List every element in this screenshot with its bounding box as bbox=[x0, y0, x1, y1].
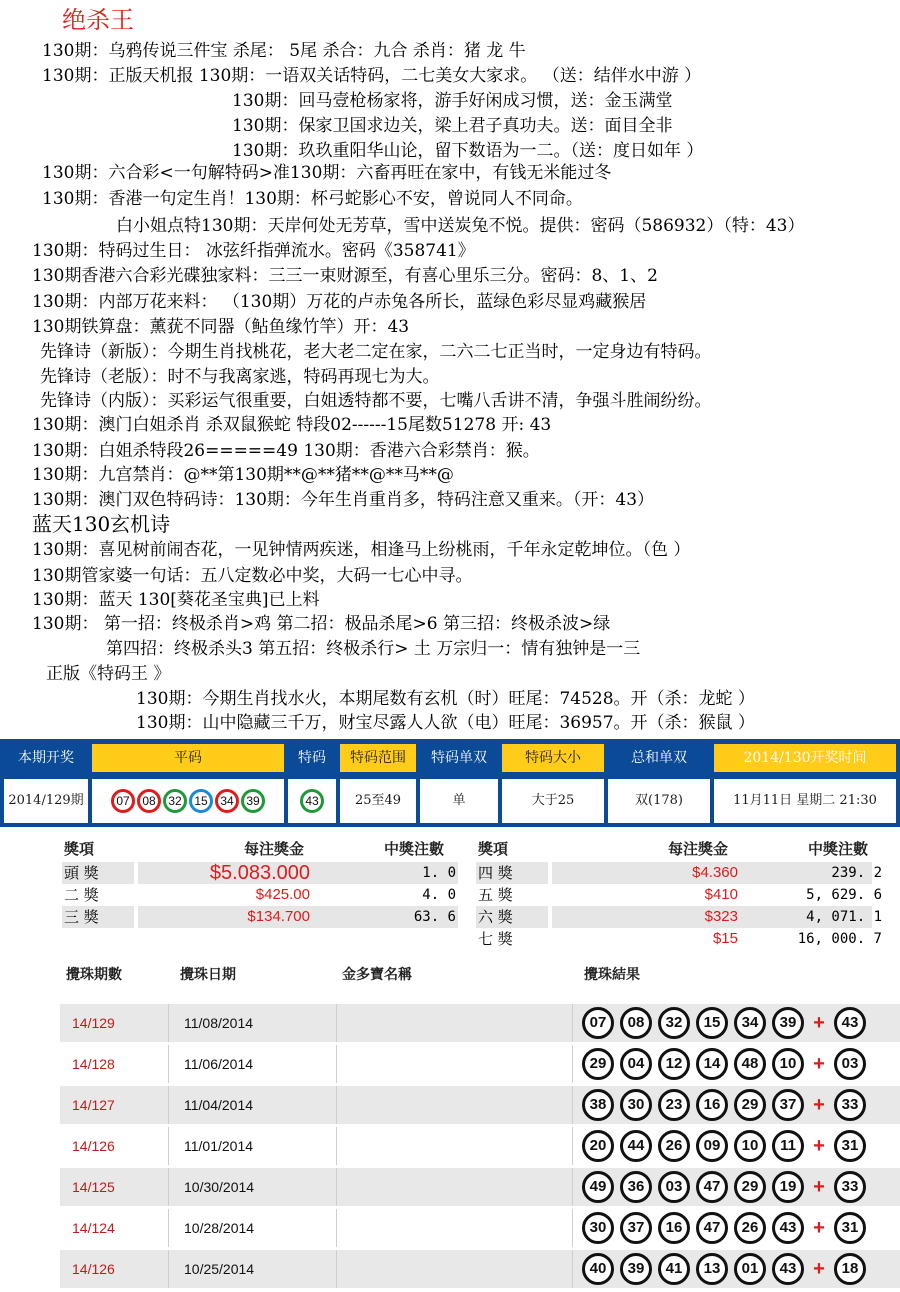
prize-name: 六 獎 bbox=[478, 908, 513, 926]
text-line: 正版《特码王 》 bbox=[46, 664, 171, 684]
history-balls bbox=[582, 1089, 866, 1121]
column-divider bbox=[572, 1209, 573, 1247]
text-line: 130期：蓝天 130[葵花圣宝典]已上料 bbox=[32, 590, 320, 610]
prize-count: 16, 000. 7 bbox=[797, 931, 882, 947]
prize-name: 頭 獎 bbox=[64, 864, 99, 882]
number-ball: 39 bbox=[241, 789, 265, 813]
number-ball: 40 bbox=[582, 1253, 614, 1285]
text-line: 130期：特码过生日： 冰弦纤指弹流水。密码《358741》 bbox=[32, 241, 475, 261]
column-divider bbox=[572, 1086, 573, 1124]
text-line: 130期：乌鸦传说三件宝 杀尾： 5尾 杀合：九合 杀肖：猪 龙 牛 bbox=[42, 41, 526, 61]
column-divider bbox=[336, 1209, 337, 1247]
column-divider bbox=[336, 1127, 337, 1165]
history-header-name: 金多寶名稱 bbox=[342, 967, 412, 983]
header-special-range: 特码范围 bbox=[340, 744, 416, 772]
special-ball: 31 bbox=[834, 1130, 866, 1162]
number-ball: 47 bbox=[696, 1212, 728, 1244]
column-divider bbox=[572, 1168, 573, 1206]
prize-amount: $410 bbox=[704, 886, 738, 903]
history-balls bbox=[582, 1253, 866, 1285]
text-line: 先锋诗（新版）：今期生肖找桃花，老大老二定在家，二六二七正当时，一定身边有特码。 bbox=[40, 342, 712, 362]
history-row bbox=[60, 1127, 900, 1165]
header-next-draw-time: 2014/130开奖时间 bbox=[714, 744, 896, 772]
text-line: 130期：保家卫国求边关，梁上君子真功夫。送：面目全非 bbox=[232, 116, 673, 136]
prize-count: 5, 629. 6 bbox=[806, 887, 882, 903]
plus-sign: + bbox=[813, 1216, 825, 1239]
column-divider bbox=[572, 1250, 573, 1288]
history-header-date: 攪珠日期 bbox=[180, 967, 236, 983]
history-balls bbox=[582, 1212, 866, 1244]
special-ball: 18 bbox=[834, 1253, 866, 1285]
column-divider bbox=[336, 1045, 337, 1083]
number-ball: 37 bbox=[772, 1089, 804, 1121]
history-issue: 14/128 bbox=[72, 1056, 115, 1072]
number-ball: 04 bbox=[620, 1048, 652, 1080]
header-flat-numbers: 平码 bbox=[92, 744, 284, 772]
prize-header-count-right: 中獎注數 bbox=[808, 840, 869, 858]
number-ball: 26 bbox=[658, 1130, 690, 1162]
history-issue: 14/125 bbox=[72, 1179, 115, 1195]
text-line: 130期：回马壹枪杨家将，游手好闲成习惯，送：金玉满堂 bbox=[232, 91, 673, 111]
history-balls bbox=[582, 1171, 866, 1203]
draw-issue: 2014/129期 bbox=[4, 779, 88, 823]
number-ball: 32 bbox=[658, 1007, 690, 1039]
history-row bbox=[60, 1209, 900, 1247]
prize-header-name-left: 獎項 bbox=[64, 840, 95, 858]
history-issue: 14/126 bbox=[72, 1261, 115, 1277]
history-header-issue: 攪珠期數 bbox=[66, 967, 122, 983]
number-ball: 26 bbox=[734, 1212, 766, 1244]
text-line: 130期：山中隐藏三千万，财宝尽露人人欲（电）旺尾：36957。开（杀：猴鼠 ） bbox=[136, 713, 755, 733]
text-line: 130期：内部万花来料： （130期）万花的卢赤兔各所长，蓝绿色彩尽显鸡藏猴居 bbox=[32, 292, 647, 312]
prize-name: 二 獎 bbox=[64, 886, 99, 904]
header-sum-odd-even: 总和单双 bbox=[608, 744, 710, 772]
prize-name: 五 獎 bbox=[478, 886, 513, 904]
column-divider bbox=[168, 1004, 169, 1042]
number-ball: 49 bbox=[582, 1171, 614, 1203]
text-line: 蓝天130玄机诗 bbox=[32, 512, 171, 536]
text-line: 先锋诗（老版）：时不与我离家逃，特码再现七为大。 bbox=[40, 367, 440, 387]
number-ball: 11 bbox=[772, 1130, 804, 1162]
text-line: 130期： 第一招：终极杀肖>鸡 第二招：极品杀尾>6 第三招：终极杀波>绿 bbox=[32, 614, 611, 634]
text-line: 130期：澳门双色特码诗：130期：今年生肖重肖多，特码注意又重来。（开：43） bbox=[32, 490, 655, 510]
number-ball: 39 bbox=[620, 1253, 652, 1285]
prize-count: 63. 6 bbox=[413, 909, 456, 925]
prize-header-amount-left: 每注獎金 bbox=[244, 840, 305, 858]
number-ball: 29 bbox=[734, 1089, 766, 1121]
special-number-cell bbox=[288, 779, 336, 823]
prize-header-amount-right: 每注獎金 bbox=[668, 840, 729, 858]
text-line: 第四招：终极杀头3 第五招：终极杀行> 土 万宗归一：情有独钟是一三 bbox=[106, 639, 641, 659]
number-ball: 34 bbox=[734, 1007, 766, 1039]
plus-sign: + bbox=[813, 1011, 825, 1034]
number-ball: 48 bbox=[734, 1048, 766, 1080]
prize-name: 七 獎 bbox=[478, 930, 513, 948]
special-ball: 33 bbox=[834, 1089, 866, 1121]
text-line: 130期：白姐杀特段26=====49 130期：香港六合彩禁肖：猴。 bbox=[32, 441, 540, 461]
number-ball: 43 bbox=[772, 1212, 804, 1244]
text-line: 130期：香港一句定生肖！130期：杯弓蛇影心不安，曾说同人不同命。 bbox=[42, 189, 583, 209]
number-ball: 16 bbox=[696, 1089, 728, 1121]
prize-table bbox=[0, 836, 900, 956]
number-ball: 08 bbox=[137, 789, 161, 813]
history-issue: 14/129 bbox=[72, 1015, 115, 1031]
header-special-number: 特码 bbox=[288, 744, 336, 772]
history-row bbox=[60, 1250, 900, 1288]
special-odd-even: 单 bbox=[420, 779, 498, 823]
number-ball: 10 bbox=[772, 1048, 804, 1080]
prize-count: 239. 2 bbox=[831, 865, 882, 881]
header-current-draw: 本期开奖 bbox=[4, 744, 88, 772]
history-date: 10/28/2014 bbox=[184, 1220, 255, 1236]
prize-name: 四 獎 bbox=[478, 864, 513, 882]
history-date: 11/01/2014 bbox=[184, 1138, 254, 1154]
history-date: 11/04/2014 bbox=[184, 1097, 254, 1113]
column-divider bbox=[168, 1127, 169, 1165]
plus-sign: + bbox=[813, 1257, 825, 1280]
number-ball: 16 bbox=[658, 1212, 690, 1244]
number-ball: 09 bbox=[696, 1130, 728, 1162]
history-header-result: 攪珠結果 bbox=[584, 967, 640, 983]
plus-sign: + bbox=[813, 1052, 825, 1075]
page-title: 绝杀王 bbox=[62, 6, 134, 34]
history-date: 11/08/2014 bbox=[184, 1015, 254, 1031]
history-row bbox=[60, 1168, 900, 1206]
column-divider bbox=[336, 1250, 337, 1288]
column-divider bbox=[572, 1127, 573, 1165]
prize-header-count-left: 中獎注數 bbox=[384, 840, 445, 858]
plus-sign: + bbox=[813, 1175, 825, 1198]
number-ball: 13 bbox=[696, 1253, 728, 1285]
number-ball: 32 bbox=[163, 789, 187, 813]
history-balls bbox=[582, 1048, 866, 1080]
special-ball: 43 bbox=[300, 789, 324, 813]
special-number-ball bbox=[288, 779, 336, 823]
prize-count: 4, 071. 1 bbox=[806, 909, 882, 925]
column-divider bbox=[336, 1168, 337, 1206]
number-ball: 01 bbox=[734, 1253, 766, 1285]
number-ball: 23 bbox=[658, 1089, 690, 1121]
number-ball: 15 bbox=[189, 789, 213, 813]
text-line: 130期：玖玖重阳华山论，留下数语为一二。（送：度日如年 ） bbox=[232, 141, 704, 161]
number-ball: 41 bbox=[658, 1253, 690, 1285]
number-ball: 47 bbox=[696, 1171, 728, 1203]
text-line: 130期：六合彩<一句解特码>准130期：六畜再旺在家中，有钱无米能过冬 bbox=[42, 163, 612, 183]
history-issue: 14/124 bbox=[72, 1220, 115, 1236]
special-ball: 31 bbox=[834, 1212, 866, 1244]
prize-amount: $323 bbox=[704, 908, 738, 925]
column-divider bbox=[168, 1045, 169, 1083]
number-ball: 30 bbox=[620, 1089, 652, 1121]
history-balls bbox=[582, 1130, 866, 1162]
number-ball: 44 bbox=[620, 1130, 652, 1162]
number-ball: 14 bbox=[696, 1048, 728, 1080]
number-ball: 43 bbox=[772, 1253, 804, 1285]
text-line: 130期：九宫禁肖：@**第130期**@**猪**@**马**@ bbox=[32, 465, 454, 485]
text-line: 130期：澳门白姐杀肖 杀双鼠猴蛇 特段02------15尾数51278 开: 43 bbox=[32, 415, 552, 435]
text-line: 130期管家婆一句话：五八定数必中奖，大码一七心中寻。 bbox=[32, 566, 473, 586]
text-line: 先锋诗（内版）：买彩运气很重要，白姐透特都不要，七嘴八舌讲不清，争强斗胜闹纷纷。 bbox=[40, 391, 712, 411]
history-date: 10/30/2014 bbox=[184, 1179, 255, 1195]
plus-sign: + bbox=[813, 1134, 825, 1157]
text-line: 130期：喜见树前闹杏花，一见钟情两疾迷，相逢马上纷桃雨，千年永定乾坤位。（色 ） bbox=[32, 540, 691, 560]
special-ball: 03 bbox=[834, 1048, 866, 1080]
prize-header-name-right: 獎項 bbox=[478, 840, 509, 858]
history-issue: 14/126 bbox=[72, 1138, 115, 1154]
prize-count: 1. 0 bbox=[422, 865, 456, 881]
column-divider bbox=[168, 1209, 169, 1247]
text-line: 130期：今期生肖找水火，本期尾数有玄机（时）旺尾：74528。开（杀：龙蛇 ） bbox=[136, 689, 755, 709]
flat-numbers-cell bbox=[92, 779, 284, 823]
draw-history-table bbox=[60, 960, 900, 1292]
number-ball: 10 bbox=[734, 1130, 766, 1162]
next-draw-time: 11月11日 星期二 21:30 bbox=[714, 779, 896, 823]
draw-result-table bbox=[0, 739, 900, 827]
sum-odd-even: 双(178) bbox=[608, 779, 710, 823]
special-range: 25至49 bbox=[340, 779, 416, 823]
prize-name: 三 獎 bbox=[64, 908, 99, 926]
number-ball: 29 bbox=[734, 1171, 766, 1203]
text-line: 130期：正版天机报 130期：一语双关话特码，二七美女大家求。 （送：结伴水中游 ） bbox=[42, 66, 702, 86]
history-issue: 14/127 bbox=[72, 1097, 115, 1113]
number-ball: 38 bbox=[582, 1089, 614, 1121]
number-ball: 36 bbox=[620, 1171, 652, 1203]
column-divider bbox=[336, 1086, 337, 1124]
history-row bbox=[60, 1086, 900, 1124]
history-date: 10/25/2014 bbox=[184, 1261, 255, 1277]
column-divider bbox=[168, 1168, 169, 1206]
header-size: 特码大小 bbox=[502, 744, 604, 772]
column-divider bbox=[572, 1045, 573, 1083]
special-ball: 43 bbox=[834, 1007, 866, 1039]
column-divider bbox=[336, 1004, 337, 1042]
number-ball: 07 bbox=[582, 1007, 614, 1039]
number-ball: 03 bbox=[658, 1171, 690, 1203]
prize-amount: $5.083.000 bbox=[209, 862, 310, 884]
number-ball: 08 bbox=[620, 1007, 652, 1039]
column-divider bbox=[168, 1086, 169, 1124]
prize-amount: $4.360 bbox=[692, 864, 738, 881]
text-line: 白小姐点特130期：天岸何处无芳草，雪中送炭兔不悦。提供：密码（586932）（特：43） bbox=[116, 216, 805, 236]
prize-amount: $15 bbox=[712, 930, 738, 947]
history-balls bbox=[582, 1007, 866, 1039]
number-ball: 12 bbox=[658, 1048, 690, 1080]
header-odd-even: 特码单双 bbox=[420, 744, 498, 772]
text-line: 130期铁算盘：薰莸不同器（鲇鱼缘竹竿）开：43 bbox=[32, 317, 410, 337]
number-ball: 30 bbox=[582, 1212, 614, 1244]
history-row bbox=[60, 1004, 900, 1042]
number-ball: 34 bbox=[215, 789, 239, 813]
prize-amount: $134.700 bbox=[247, 908, 310, 925]
flat-number-balls bbox=[92, 779, 284, 823]
number-ball: 37 bbox=[620, 1212, 652, 1244]
number-ball: 29 bbox=[582, 1048, 614, 1080]
number-ball: 19 bbox=[772, 1171, 804, 1203]
number-ball: 15 bbox=[696, 1007, 728, 1039]
number-ball: 20 bbox=[582, 1130, 614, 1162]
column-divider bbox=[572, 1004, 573, 1042]
special-ball: 33 bbox=[834, 1171, 866, 1203]
number-ball: 39 bbox=[772, 1007, 804, 1039]
special-size: 大于25 bbox=[502, 779, 604, 823]
prize-count: 4. 0 bbox=[422, 887, 456, 903]
plus-sign: + bbox=[813, 1093, 825, 1116]
text-line: 130期香港六合彩光碟独家料：三三一束财源至，有喜心里乐三分。密码：8、1、2 bbox=[32, 266, 658, 286]
history-row bbox=[60, 1045, 900, 1083]
column-divider bbox=[168, 1250, 169, 1288]
history-date: 11/06/2014 bbox=[184, 1056, 254, 1072]
number-ball: 07 bbox=[111, 789, 135, 813]
prize-amount: $425.00 bbox=[255, 886, 310, 903]
